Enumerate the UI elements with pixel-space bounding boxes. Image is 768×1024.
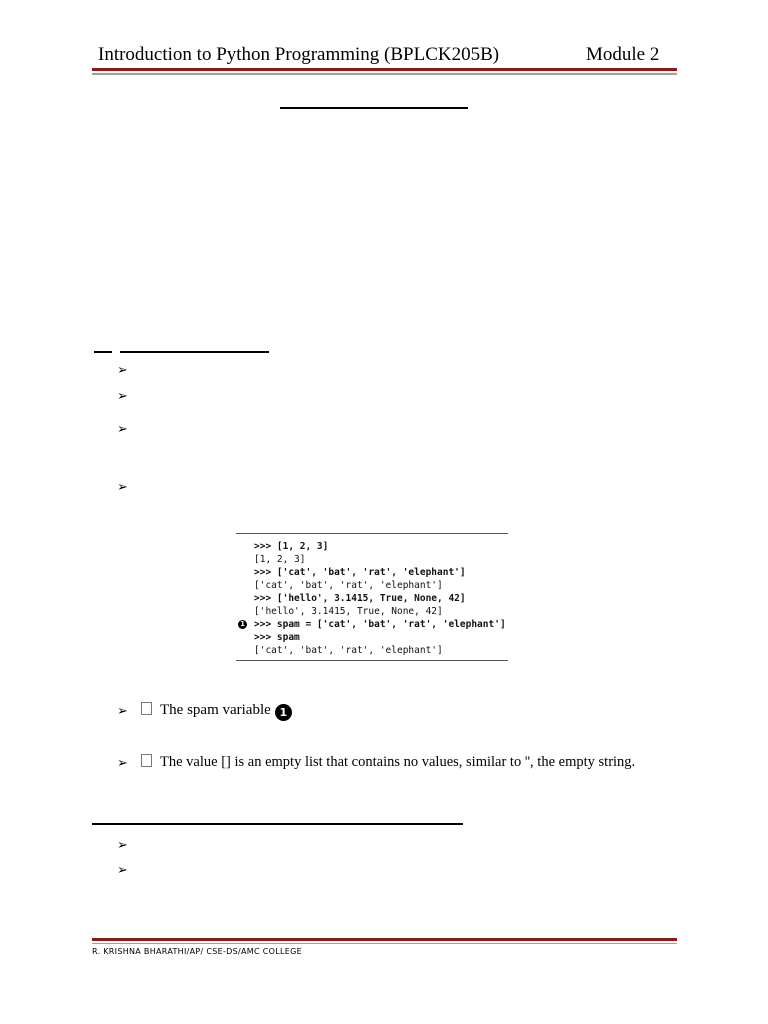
marker-one-icon: 1 <box>275 704 292 721</box>
footer-rule-gray <box>92 943 677 944</box>
bullet-marker: ➢ <box>117 480 128 495</box>
code-line: >>> spam <box>254 632 300 643</box>
footer-text: R. KRISHNA BHARATHI/AP/ CSE-DS/AMC COLLEGE <box>92 947 302 956</box>
code-line: >>> [1, 2, 3] <box>254 541 329 552</box>
missing-glyph-icon <box>141 702 152 715</box>
header-title: Introduction to Python Programming (BPLCK205B) <box>98 44 500 65</box>
note-spam-variable <box>141 702 292 721</box>
bullet-marker: ➢ <box>117 838 128 853</box>
header-rule-gray <box>92 73 677 75</box>
code-line: [1, 2, 3] <box>254 554 306 565</box>
bullet-marker: ➢ <box>117 389 128 404</box>
code-line: ['cat', 'bat', 'rat', 'elephant'] <box>254 580 443 591</box>
note-empty-list <box>141 754 635 771</box>
code-line: ['cat', 'bat', 'rat', 'elephant'] <box>254 645 443 656</box>
bullet-marker: ➢ <box>117 756 128 771</box>
bullet-marker: ➢ <box>117 363 128 378</box>
code-example <box>236 533 508 661</box>
subsection-heading-underline <box>120 351 269 353</box>
bullet-marker: ➢ <box>117 704 128 719</box>
footer-rule-red <box>92 938 677 941</box>
subsection-number-underline <box>94 351 112 353</box>
bullet-marker: ➢ <box>117 422 128 437</box>
section-title-underline <box>280 107 468 109</box>
code-line: >>> spam = ['cat', 'bat', 'rat', 'elephant'] <box>254 619 506 630</box>
section-heading-underline <box>92 823 463 825</box>
missing-glyph-icon <box>141 754 152 767</box>
code-line: ['hello', 3.1415, True, None, 42] <box>254 606 443 617</box>
note-spam-text: The spam variable <box>160 702 271 718</box>
code-line: >>> ['hello', 3.1415, True, None, 42] <box>254 593 466 604</box>
header-rule-red <box>92 68 677 71</box>
bullet-marker: ➢ <box>117 863 128 878</box>
note-empty-list-text: The value [] is an empty list that contains no values, similar to '', the empty string. <box>160 754 636 770</box>
code-line: >>> ['cat', 'bat', 'rat', 'elephant'] <box>254 567 466 578</box>
code-marker-icon: 1 <box>238 620 247 629</box>
header-module: Module 2 <box>586 44 660 65</box>
